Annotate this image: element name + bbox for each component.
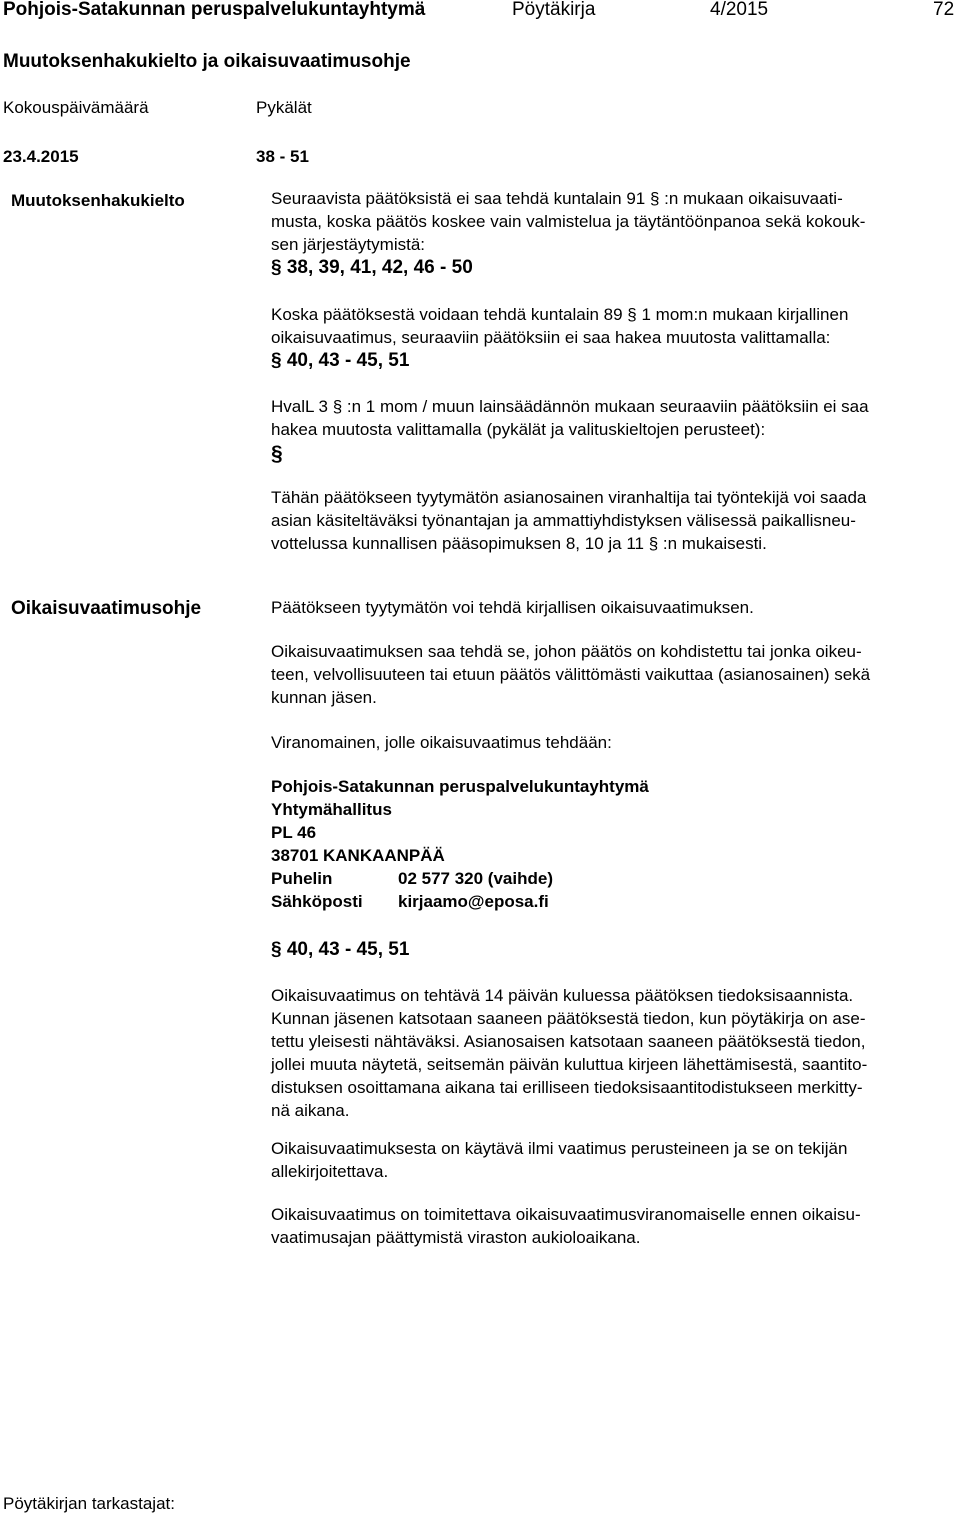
rectification-label: Oikaisuvaatimusohje <box>11 598 202 619</box>
para-line: HvalL 3 § :n 1 mom / muun lainsäädännön mukaan seuraaviin päätöksiin ei saa <box>271 397 869 416</box>
phone-label: Puhelin <box>271 869 333 888</box>
appeal-ban-para1 <box>271 187 951 256</box>
email-value: kirjaamo@eposa.fi <box>398 892 549 911</box>
rectification-authority-intro <box>271 731 951 754</box>
appeal-ban-label: Muutoksenhakukielto <box>11 191 185 210</box>
email-label: Sähköposti <box>271 892 363 911</box>
meta-date-value: 23.4.2015 <box>3 147 79 166</box>
appeal-ban-sections-2: § 40, 43 - 45, 51 <box>271 350 410 371</box>
para-line: Tähän päätökseen tyytymätön asianosainen viranhaltija tai työntekijä voi saada <box>271 488 867 507</box>
para-line: Oikaisuvaatimus on tehtävä 14 päivän kuluessa päätöksen tiedoksisaannista. <box>271 986 854 1005</box>
para-line: distuksen osoittamana aikana tai erilliseen tiedoksisaantitodistukseen merkitty- <box>271 1078 863 1097</box>
para-line: hakea muutosta valittamalla (pykälät ja valituskieltojen perusteet): <box>271 420 766 439</box>
para-line: vottelussa kunnallisen pääsopimuksen 8, 10 ja 11 § :n mukaisesti. <box>271 534 767 553</box>
footer-reviewers: Pöytäkirjan tarkastajat: <box>3 1494 175 1513</box>
header-page-number: 72 <box>933 0 955 20</box>
header-org: Pohjois-Satakunnan peruspalvelukuntayhtymä <box>3 0 426 20</box>
para-line: sen järjestäytymistä: <box>271 235 425 254</box>
para-line: vaatimusajan päättymistä viraston aukioloaikana. <box>271 1228 641 1247</box>
para-line: Viranomainen, jolle oikaisuvaatimus tehdään: <box>271 733 612 752</box>
authority-email-row <box>271 890 951 913</box>
para-line: kunnan jäsen. <box>271 688 377 707</box>
rectification-submit <box>271 1203 951 1249</box>
authority-body: Yhtymähallitus <box>271 800 392 819</box>
appeal-ban-sections-3: § <box>271 442 283 465</box>
para-line: jollei muuta näytetä, seitsemän päivän kuluttua kirjeen lähettämisestä, saantito- <box>271 1055 868 1074</box>
meta-date-label: Kokouspäivämäärä <box>3 98 149 117</box>
phone-value: 02 577 320 (vaihde) <box>398 869 553 888</box>
para-line: Oikaisuvaatimuksen saa tehdä se, johon päätös on kohdistettu tai jonka oikeu- <box>271 642 862 661</box>
rectification-deadline <box>271 984 951 1122</box>
para-line: teen, velvollisuuteen tai etuun päätös välittömästi vaikuttaa (asianosainen) sekä <box>271 665 871 684</box>
rectification-intro <box>271 596 951 619</box>
header-doc-type: Pöytäkirja <box>512 0 596 20</box>
doc-title: Muutoksenhakukielto ja oikaisuvaatimusohje <box>3 51 411 72</box>
meta-sections-value: 38 - 51 <box>256 147 309 166</box>
authority-po-box: PL 46 <box>271 823 317 842</box>
meta-sections-label: Pykälät <box>256 98 312 117</box>
para-line: Oikaisuvaatimus on toimitettava oikaisuvaatimusviranomaiselle ennen oikaisu- <box>271 1205 861 1224</box>
authority-name: Pohjois-Satakunnan peruspalvelukuntayhtymä <box>271 777 649 796</box>
para-line: asian käsiteltäväksi työnantajan ja ammattiyhdistyksen välisessä paikallisneu- <box>271 511 856 530</box>
para-line: oikaisuvaatimus, seuraaviin päätöksiin ei saa hakea muutosta valittamalla: <box>271 328 831 347</box>
appeal-ban-para3 <box>271 395 951 441</box>
appeal-ban-para2 <box>271 303 951 349</box>
appeal-ban-para4 <box>271 486 951 555</box>
authority-phone-row <box>271 867 951 890</box>
para-line: Seuraavista päätöksistä ei saa tehdä kuntalain 91 § :n mukaan oikaisuvaati- <box>271 189 843 208</box>
para-line: Päätökseen tyytymätön voi tehdä kirjallisen oikaisuvaatimuksen. <box>271 598 754 617</box>
rectification-who <box>271 640 951 709</box>
rectification-signature <box>271 1137 951 1183</box>
para-line: musta, koska päätös koskee vain valmistelua ja täytäntöönpanoa sekä kokouk- <box>271 212 866 231</box>
para-line: allekirjoitettava. <box>271 1162 389 1181</box>
authority-address <box>271 775 951 913</box>
para-line: tettu yleisesti nähtäväksi. Asianosaisen katsotaan saaneen päätöksestä tiedon, <box>271 1032 866 1051</box>
rectification-sections: § 40, 43 - 45, 51 <box>271 939 410 960</box>
para-line: Kunnan jäsenen katsotaan saaneen päätöksestä tiedon, kun pöytäkirja on ase- <box>271 1009 866 1028</box>
para-line: Oikaisuvaatimuksesta on käytävä ilmi vaatimus perusteineen ja se on tekijän <box>271 1139 848 1158</box>
header-doc-number: 4/2015 <box>710 0 769 20</box>
para-line: nä aikana. <box>271 1101 350 1120</box>
para-line: Koska päätöksestä voidaan tehdä kuntalain 89 § 1 mom:n mukaan kirjallinen <box>271 305 849 324</box>
appeal-ban-sections-1: § 38, 39, 41, 42, 46 - 50 <box>271 257 473 278</box>
authority-postal: 38701 KANKAANPÄÄ <box>271 846 445 865</box>
